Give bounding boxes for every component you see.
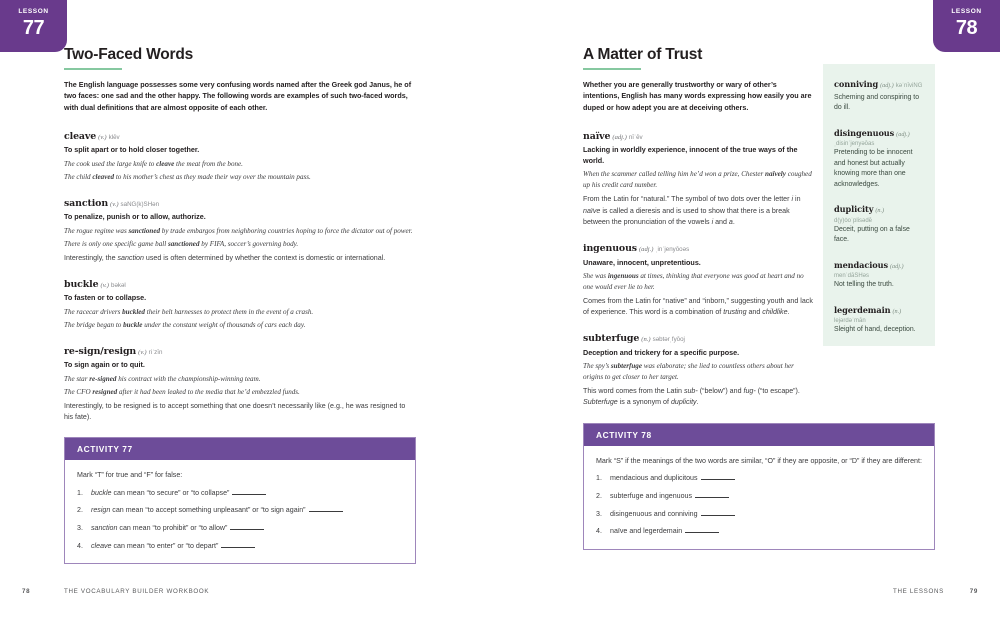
answer-blank[interactable] [695, 497, 729, 498]
activity-heading: ACTIVITY 77 [65, 438, 415, 460]
entry-note: This word comes from the Latin sub- (“below”) and fug- (“to escape”). Subterfuge is a synonym of duplicity. [583, 387, 800, 407]
entry-definition: To fasten or to collapse. [64, 293, 147, 303]
entry-example: The spy’s subterfuge was elaborate; she lied to countless others about her origins to get closer to her target. [583, 362, 794, 382]
dictionary-entry [64, 340, 416, 423]
entry-example: The star re-signed his contract with the championship-winning team. [64, 374, 261, 383]
activity-box-78 [583, 423, 935, 550]
lesson-tab-number: 77 [22, 16, 45, 39]
answer-blank[interactable] [701, 515, 735, 516]
pronunciation: bəkəl [111, 281, 126, 289]
activity-prompt: Mark “T” for true and “F” for false: [77, 471, 183, 480]
pronunciation: ˌinˈjenyōoəs [655, 245, 690, 253]
headword-line [64, 273, 416, 292]
headword-line [64, 340, 416, 359]
part-of-speech: (adj.) [612, 133, 627, 141]
entry-note: Comes from the Latin for “native” and “inborn,” suggesting youth and lack of experience. This word is a combination of trusting and childlike. [583, 296, 813, 317]
lesson-tab-78 [933, 0, 1000, 52]
entry-definition: Deception and trickery for a specific purpose. [583, 348, 740, 358]
sidebar-definition: Pretending to be innocent and honest but actually knowing more than one acknowledges. [834, 149, 913, 188]
part-of-speech: (adj.) [896, 130, 910, 138]
activity-body [65, 460, 415, 563]
sidebar-entry [834, 74, 925, 114]
sidebar-entry [834, 255, 925, 291]
activity-heading: ACTIVITY 78 [584, 424, 934, 446]
entry-definition: To sign again or to quit. [64, 360, 145, 370]
activity-question[interactable] [596, 509, 922, 520]
headword: mendacious [834, 259, 888, 270]
activity-question[interactable] [77, 505, 403, 516]
entry-example: The cook used the large knife to cleave the meat from the bone. [64, 159, 243, 168]
question-text: subterfuge and ingenuous [610, 491, 729, 502]
page-title: Two-Faced Words [64, 46, 194, 63]
activity-question[interactable] [596, 526, 922, 537]
footer-book-title: THE VOCABULARY BUILDER WORKBOOK [64, 588, 210, 595]
headword-line [583, 125, 815, 144]
dictionary-entry [64, 273, 416, 331]
activity-question[interactable] [77, 541, 403, 552]
part-of-speech: (v.) [98, 133, 107, 141]
part-of-speech: (adj.) [880, 82, 894, 89]
footer-left-page-number: 78 [22, 588, 31, 595]
headword-line [583, 327, 815, 346]
sidebar-entry [834, 199, 925, 245]
answer-blank[interactable] [685, 532, 719, 533]
pronunciation: menˈdāSHəs [834, 273, 870, 280]
title-rule [64, 68, 122, 70]
answer-blank[interactable] [230, 529, 264, 530]
pronunciation: klēv [108, 133, 120, 141]
headword: duplicity [834, 204, 874, 215]
intro-paragraph: The English language possesses some very confusing words named after the Greek god Janus, he of two faces: one sad and the other happy. The following words are examples of such two-faced words, with dual definitions that are almost opposite of each other. [64, 79, 412, 112]
footer-right-page-number: 79 [969, 588, 978, 595]
pronunciation: saNG(k)SHən [120, 200, 160, 208]
dictionary-entry [64, 125, 416, 183]
headword-line [64, 125, 416, 144]
activity-question[interactable] [596, 491, 922, 502]
dictionary-entry [583, 327, 815, 408]
sidebar-definition: Not telling the truth. [834, 281, 894, 289]
dictionary-entry [583, 125, 815, 228]
question-text: disingenuous and conniving [610, 509, 735, 520]
question-number: 3. [596, 509, 602, 518]
entry-example: The racecar drivers buckled their belt harnesses to protect them in the event of a crash. [64, 307, 314, 316]
answer-blank[interactable] [232, 494, 266, 495]
headword-line [583, 237, 815, 256]
question-list [77, 488, 403, 552]
pronunciation: səbtərˌfyōoj [652, 336, 685, 344]
part-of-speech: (n.) [875, 207, 885, 215]
entry-example: The bridge began to buckle under the constant weight of thousands of cars each day. [64, 320, 306, 329]
headword: disingenuous [834, 127, 895, 138]
pronunciation: riˈzīn [148, 348, 163, 356]
question-text: cleave can mean “to enter” or “to depart” [91, 541, 255, 552]
question-text: naïve and legerdemain [610, 526, 719, 537]
lesson-tab-77 [0, 0, 67, 52]
intro-paragraph: Whether you are generally trustworthy or wary of other’s intentions, English has many words expressing how easily you are duped or how adept you are at deceiving others. [583, 79, 812, 112]
entry-example: The CFO resigned after it had been leaked to the media that he’d embezzled funds. [64, 387, 300, 396]
entry-example: The child cleaved to his mother’s chest as they made their way over the mountain pass. [64, 172, 311, 181]
question-text: mendacious and duplicitous [610, 473, 735, 484]
answer-blank[interactable] [221, 547, 255, 548]
headword: ingenuous [583, 242, 637, 254]
page-footer [0, 588, 1000, 602]
sidebar-definition: Deceit, putting on a false face. [834, 225, 910, 244]
sidebar-definition: Sleight of hand, deception. [834, 326, 916, 334]
entry-list [583, 125, 815, 409]
question-number: 2. [77, 506, 83, 515]
lesson-tab-number: 78 [955, 16, 978, 39]
sidebar-entry [834, 123, 925, 190]
question-text: sanction can mean “to prohibit” or “to allow” [91, 523, 264, 534]
headword: subterfuge [583, 333, 640, 345]
lesson-tab-kicker: LESSON [951, 8, 982, 15]
activity-box-77 [64, 437, 416, 564]
activity-prompt: Mark “S” if the meanings of the two words are similar, “O” if they are opposite, or “D” if they are different: [596, 456, 922, 465]
related-words-panel [823, 64, 935, 346]
entry-example: The rogue regime was sanctioned by trade embargos from neighboring countries hoping to force the dictator out of power. [64, 226, 413, 235]
activity-question[interactable] [77, 523, 403, 534]
headword: re-sign/resign [64, 345, 137, 357]
footer-section-title: THE LESSONS [892, 588, 944, 595]
entry-definition: To penalize, punish or to allow, authorize. [64, 212, 206, 222]
part-of-speech: (v.) [100, 281, 109, 289]
question-number: 4. [596, 527, 602, 536]
headword: legerdemain [834, 304, 891, 315]
entry-example: When the scammer called telling him he’d won a prize, Chester naïvely coughed up his credit card number. [583, 170, 812, 190]
question-number: 3. [77, 523, 83, 532]
entry-note: From the Latin for “natural.” The symbol of two dots over the letter i in naïve is called a dieresis and is used to show that there is a break between the pronunciation of the vowels i and a. [583, 195, 801, 226]
page-title: A Matter of Trust [583, 46, 703, 63]
headword: buckle [64, 278, 99, 290]
dictionary-entry [583, 237, 815, 318]
part-of-speech: (v.) [110, 200, 119, 208]
answer-blank[interactable] [309, 511, 343, 512]
activity-question[interactable] [596, 473, 922, 484]
part-of-speech: (adj.) [638, 245, 654, 253]
headword: sanction [64, 197, 109, 209]
pronunciation: lejərdəˈmān [834, 318, 866, 325]
entry-list [64, 125, 416, 423]
part-of-speech: (n.) [641, 336, 651, 344]
entry-example: There is only one specific game ball sanctioned by FIFA, soccer’s governing body. [64, 239, 299, 248]
entry-definition: Lacking in worldly experience, innocent of the true ways of the world. [583, 145, 798, 166]
entry-definition: Unaware, innocent, unpretentious. [583, 257, 701, 267]
question-text: resign can mean “to accept something unpleasant” or “to sign again” [91, 505, 343, 516]
headword: naïve [583, 130, 611, 142]
pronunciation: nīˈēv [628, 133, 643, 141]
dictionary-entry [64, 192, 416, 264]
entry-definition: To split apart or to hold closer together. [64, 145, 200, 155]
question-number: 4. [77, 541, 83, 550]
sidebar-entry [834, 300, 925, 336]
question-number: 1. [596, 474, 602, 483]
entry-note: Interestingly, to be resigned is to accept something that one doesn’t necessarily like (e.g., he was resigned to his fate). [64, 401, 406, 421]
headword-line [64, 192, 416, 211]
pronunciation: d(y)o̍oˈplisədē [834, 217, 873, 224]
part-of-speech: (v.) [138, 348, 147, 356]
part-of-speech: (adj.) [889, 262, 904, 270]
headword: cleave [64, 130, 97, 142]
headword: conniving [834, 79, 879, 89]
question-number: 1. [77, 488, 83, 497]
activity-body [584, 446, 934, 549]
title-rule [583, 68, 641, 70]
answer-blank[interactable] [701, 479, 735, 480]
part-of-speech: (n.) [892, 307, 902, 315]
question-text: buckle can mean “to secure” or “to collapse” [91, 488, 266, 499]
entry-example: She was ingenuous at times, thinking that everyone was good at heart and no one would ever lie to her. [583, 271, 804, 291]
pronunciation: ˌdisinˈjenyəōas [834, 141, 875, 148]
lesson-tab-kicker: LESSON [18, 8, 49, 15]
entry-note: Interestingly, the sanction used is often determined by whether the context is domestic or international. [64, 253, 386, 262]
question-number: 2. [596, 491, 602, 500]
pronunciation: kəˈnīviNG [895, 83, 923, 89]
sidebar-definition: Scheming and conspiring to do ill. [834, 94, 920, 112]
activity-question[interactable] [77, 488, 403, 499]
question-list [596, 473, 922, 537]
left-page-column [64, 46, 416, 564]
